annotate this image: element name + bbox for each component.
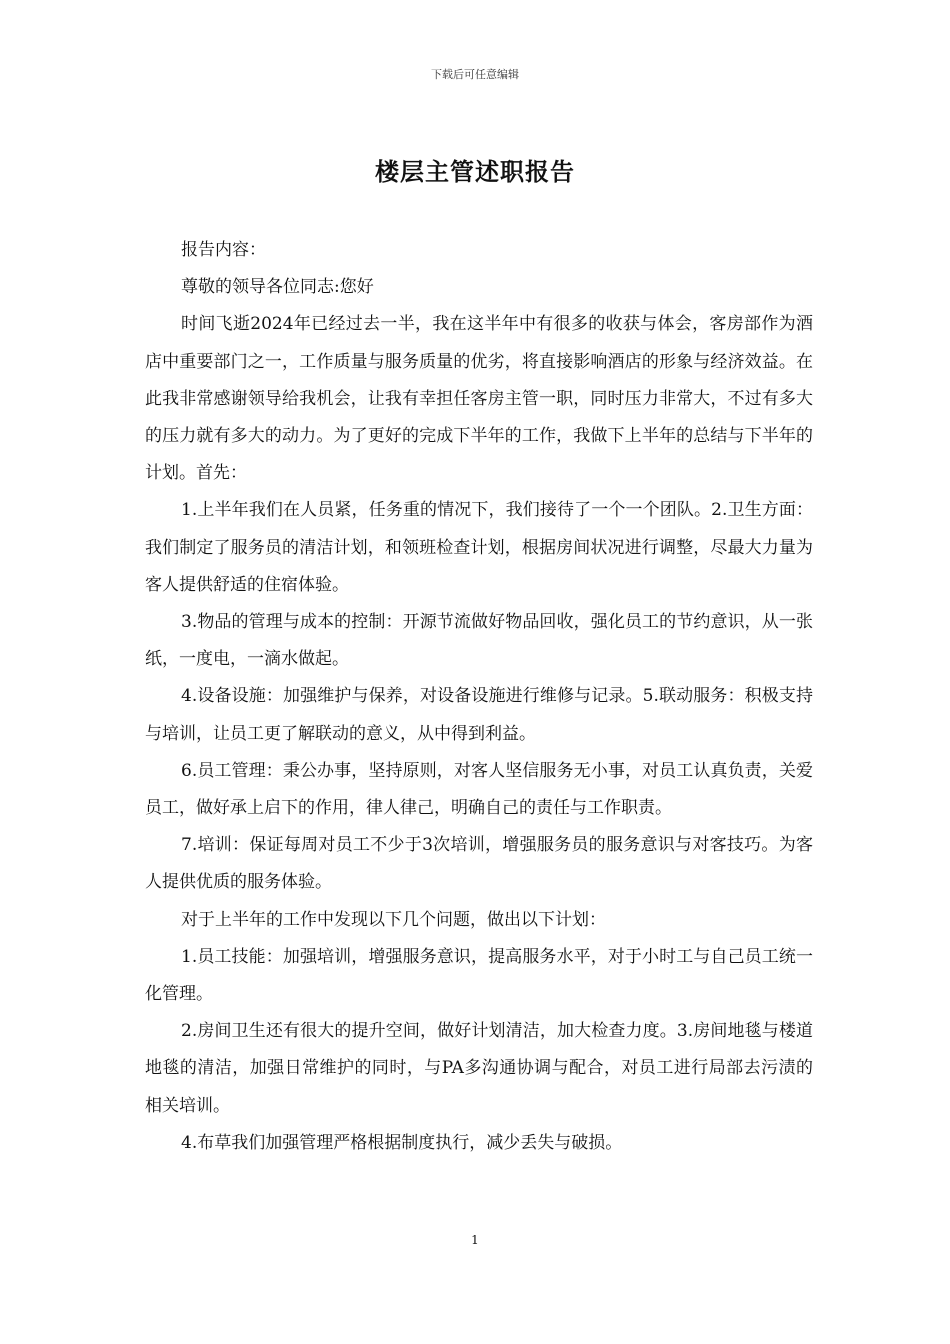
paragraph-intro: 时间飞逝2024年已经过去一半，我在这半年中有很多的收获与体会，客房部作为酒店中重要部门之一，工作质量与服务质量的优劣，将直接影响酒店的形象与经济效益。在此我非常感谢领导给我机会，让我有幸担任客房主管一职，同时压力非常大，不过有多大的压力就有多大的动力。为了更好的完成下半年的工作，我做下上半年的总结与下半年的计划。首先： bbox=[145, 314, 813, 484]
document-body bbox=[145, 232, 813, 1162]
paragraph-report-content: 报告内容： bbox=[181, 240, 266, 260]
document-title: 楼层主管述职报告 bbox=[375, 157, 575, 186]
paragraph-item-6: 6.员工管理：秉公办事，坚持原则，对客人坚信服务无小事，对员工认真负责，关爱员工，做好承上启下的作用，律人律己，明确自己的责任与工作职责。 bbox=[145, 760, 813, 819]
paragraph-item-4-5: 4.设备设施：加强维护与保养，对设备设施进行维修与记录。5.联动服务：积极支持与培训，让员工更了解联动的意义，从中得到利益。 bbox=[145, 686, 813, 744]
paragraph-item-7: 7.培训：保证每周对员工不少于3次培训，增强服务员的服务意识与对客技巧。为客人提供优质的服务体验。 bbox=[145, 835, 813, 893]
paragraph-item-3: 3.物品的管理与成本的控制：开源节流做好物品回收，强化员工的节约意识，从一张纸，一度电，一滴水做起。 bbox=[145, 612, 813, 670]
page-number: 1 bbox=[471, 1233, 479, 1247]
paragraph-plan-1: 1.员工技能：加强培训，增强服务意识，提高服务水平，对于小时工与自己员工统一化管理。 bbox=[145, 946, 813, 1005]
paragraph-plan-intro: 对于上半年的工作中发现以下几个问题，做出以下计划： bbox=[181, 909, 606, 930]
paragraph-item-1-2: 1.上半年我们在人员紧，任务重的情况下，我们接待了一个一个团队。2.卫生方面：我们制定了服务员的清洁计划，和领班检查计划，根据房间状况进行调整，尽最大力量为客人提供舒适的住宿体验。 bbox=[145, 500, 813, 595]
paragraph-salutation: 尊敬的领导各位同志:您好 bbox=[181, 277, 374, 298]
header-note: 下载后可任意编辑 bbox=[431, 68, 519, 81]
paragraph-plan-4: 4.布草我们加强管理严格根据制度执行，减少丢失与破损。 bbox=[181, 1132, 623, 1153]
paragraph-plan-2-3: 2.房间卫生还有很大的提升空间，做好计划清洁，加大检查力度。3.房间地毯与楼道地毯的清洁，加强日常维护的同时，与PA多沟通协调与配合，对员工进行局部去污渍的相关培训。 bbox=[145, 1021, 813, 1116]
